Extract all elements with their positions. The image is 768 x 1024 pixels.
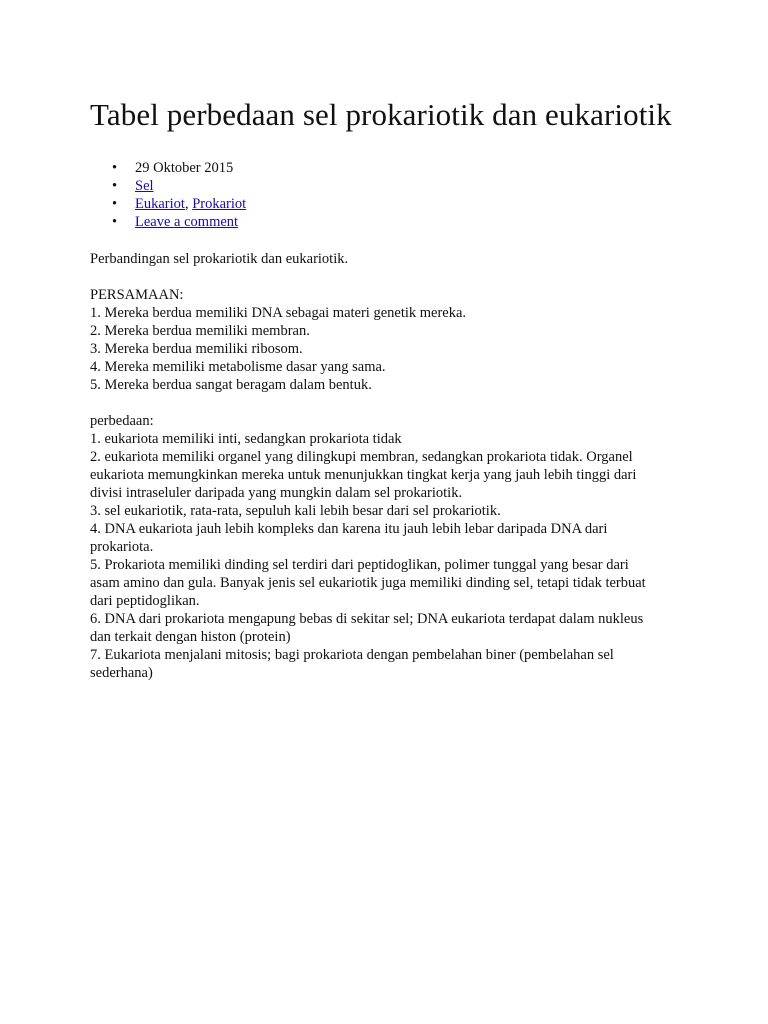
difference-line: dari peptidoglikan. xyxy=(90,593,200,609)
post-comment-item xyxy=(90,213,690,231)
difference-line: sederhana) xyxy=(90,665,153,681)
difference-line: 1. eukariota memiliki inti, sedangkan prokariota tidak xyxy=(90,431,402,447)
differences-section xyxy=(90,412,690,682)
post-date: 29 Oktober 2015 xyxy=(135,160,234,176)
difference-line: prokariota. xyxy=(90,539,154,555)
difference-line: asam amino dan gula. Banyak jenis sel eukariotik juga memiliki dinding sel, tetapi tidak terbuat xyxy=(90,575,646,591)
category-link-sel[interactable]: Sel xyxy=(135,178,154,194)
intro-paragraph: Perbandingan sel prokariotik dan eukariotik. xyxy=(90,251,349,267)
tag-separator: , xyxy=(184,196,193,212)
post-date-item xyxy=(90,159,690,177)
differences-heading: perbedaan: xyxy=(90,413,154,429)
difference-line: 3. sel eukariotik, rata-rata, sepuluh kali lebih besar dari sel prokariotik. xyxy=(90,503,501,519)
post-meta-list xyxy=(90,159,690,231)
similarities-section xyxy=(90,286,690,394)
post-tags-item xyxy=(90,195,690,213)
difference-line: 4. DNA eukariota jauh lebih kompleks dan karena itu jauh lebih lebar daripada DNA dari xyxy=(90,521,608,537)
difference-line: 2. eukariota memiliki organel yang dilingkupi membran, sedangkan prokariota tidak. Organel xyxy=(90,449,633,465)
tag-link-eukariot[interactable]: Eukariot xyxy=(135,196,185,212)
tag-link-prokariot[interactable]: Prokariot xyxy=(192,196,247,212)
similarity-item: 4. Mereka memiliki metabolisme dasar yang sama. xyxy=(90,359,386,375)
similarity-item: 3. Mereka berdua memiliki ribosom. xyxy=(90,341,303,357)
similarity-item: 5. Mereka berdua sangat beragam dalam bentuk. xyxy=(90,377,372,393)
similarity-item: 2. Mereka berdua memiliki membran. xyxy=(90,323,310,339)
difference-line: 6. DNA dari prokariota mengapung bebas di sekitar sel; DNA eukariota terdapat dalam nukleus xyxy=(90,611,644,627)
page-title: Tabel perbedaan sel prokariotik dan eukariotik xyxy=(90,97,672,132)
difference-line: divisi intraseluler daripada yang mungkin dalam sel prokariotik. xyxy=(90,485,463,501)
post-category-item xyxy=(90,177,690,195)
difference-line: 5. Prokariota memiliki dinding sel terdiri dari peptidoglikan, polimer tunggal yang besar dari xyxy=(90,557,629,573)
similarities-heading: PERSAMAAN: xyxy=(90,287,184,303)
difference-line: eukariota memungkinkan mereka untuk menunjukkan tingkat kerja yang jauh lebih tinggi dari xyxy=(90,467,637,483)
article xyxy=(90,93,690,682)
difference-line: dan terkait dengan histon (protein) xyxy=(90,629,291,645)
leave-comment-link[interactable]: Leave a comment xyxy=(135,214,239,230)
similarity-item: 1. Mereka berdua memiliki DNA sebagai materi genetik mereka. xyxy=(90,305,467,321)
difference-line: 7. Eukariota menjalani mitosis; bagi prokariota dengan pembelahan biner (pembelahan sel xyxy=(90,647,614,663)
